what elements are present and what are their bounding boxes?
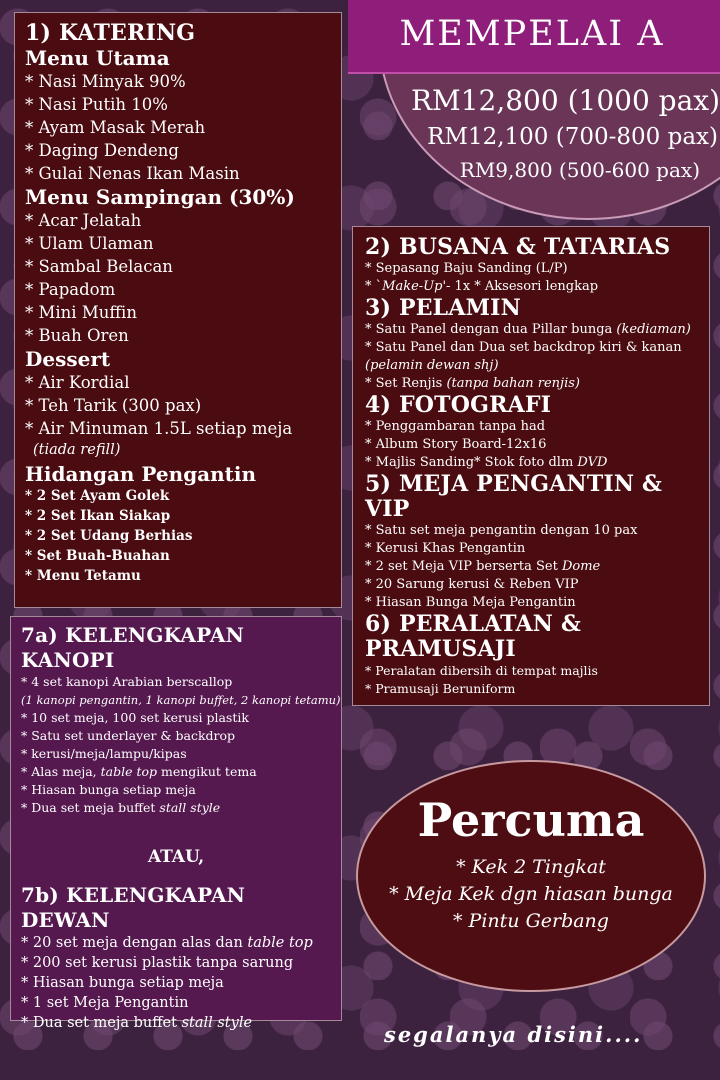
list-item: * 200 set kerusi plastik tanpa sarung [21, 955, 294, 971]
percuma-oval [356, 760, 706, 992]
list-item: * Hiasan Bunga Meja Pengantin [365, 595, 576, 610]
list-item: * `Make-Up'- 1x * Aksesori lengkap [365, 279, 599, 294]
list-item: * Teh Tarik (300 pax) [25, 396, 202, 415]
busana-heading: 2) BUSANA & TATARIAS [365, 234, 671, 260]
list-item: * Menu Tetamu [25, 568, 141, 584]
list-item: * Hiasan bunga setiap meja [21, 975, 224, 991]
list-item: * 2 Set Ikan Siakap [25, 508, 171, 524]
list-item-note: (pelamin dewan shj) [365, 358, 499, 373]
list-item: * Sepasang Baju Sanding (L/P) [365, 261, 568, 276]
list-item: * Ayam Masak Merah [25, 118, 206, 137]
list-item: * Set Renjis (tanpa bahan renjis) [365, 376, 580, 391]
list-item: * Air Minuman 1.5L setiap meja [25, 419, 293, 438]
list-item: * Penggambaran tanpa had [365, 419, 546, 434]
kanopi-heading: 7a) KELENGKAPAN KANOPI [21, 623, 245, 672]
list-item: * Air Kordial [25, 373, 130, 392]
package-banner [344, 0, 720, 222]
kelengkapan-panel [10, 616, 342, 1031]
katering-heading: 1) KATERING [25, 20, 196, 46]
footer-tagline: segalanya disini.... [384, 1022, 643, 1047]
meja-heading: 5) MEJA PENGANTIN & VIP [365, 471, 663, 522]
list-item: * Set Buah-Buahan [25, 548, 170, 564]
fotografi-heading: 4) FOTOGRAFI [365, 392, 552, 418]
list-item: * Alas meja, table top mengikut tema [21, 764, 257, 779]
peralatan-heading: 6) PERALATAN & PRAMUSAJI [365, 611, 582, 662]
list-item: * Majlis Sanding* Stok foto dlm DVD [365, 455, 608, 470]
list-item: * Ulam Ulaman [25, 234, 154, 253]
list-item: * Papadom [25, 280, 116, 299]
list-item: * Satu Panel dengan dua Pillar bunga (kediaman) [365, 322, 691, 337]
list-item: * 10 set meja, 100 set kerusi plastik [21, 710, 249, 725]
price-1000-pax: RM12,800 (1000 pax) [410, 84, 720, 117]
hidangan-title: Hidangan Pengantin [25, 462, 257, 486]
list-item: * Satu Panel dan Dua set backdrop kiri & kanan [365, 340, 682, 355]
list-item: * Nasi Minyak 90% [25, 72, 186, 91]
package-title: MEMPELAI A [399, 14, 665, 54]
dessert-note: (tiada refill) [33, 442, 121, 458]
katering-panel [14, 12, 342, 608]
dewan-heading: 7b) KELENGKAPAN DEWAN [21, 883, 246, 932]
list-item: * Buah Oren [25, 326, 129, 345]
pelamin-heading: 3) PELAMIN [365, 295, 521, 321]
list-item: * Daging Dendeng [25, 141, 179, 160]
list-item: * 2 Set Udang Berhias [25, 528, 193, 544]
price-500-600-pax: RM9,800 (500-600 pax) [459, 158, 700, 182]
services-panel [352, 226, 710, 706]
list-item: * Peralatan dibersih di tempat majlis [365, 663, 598, 678]
list-item: * 1 set Meja Pengantin [21, 995, 189, 1011]
list-item: * Sambal Belacan [25, 257, 173, 276]
list-item-note: (1 kanopi pengantin, 1 kanopi buffet, 2 kanopi tetamu) [21, 693, 341, 707]
dessert-title: Dessert [25, 347, 111, 371]
list-item: * 2 Set Ayam Golek [25, 488, 170, 504]
menu-sampingan-title: Menu Sampingan (30%) [25, 185, 295, 209]
list-item: * Mini Muffin [25, 303, 137, 322]
list-item: * Nasi Putih 10% [25, 95, 168, 114]
list-item: * Satu set underlayer & backdrop [21, 728, 236, 743]
list-item: * Dua set meja buffet stall style [21, 1015, 253, 1031]
atau-divider: ATAU, [147, 847, 205, 867]
list-item: * 4 set kanopi Arabian berscallop [21, 674, 233, 689]
list-item: * 2 set Meja VIP berserta Set Dome [365, 559, 601, 574]
list-item: * Kerusi Khas Pengantin [365, 541, 526, 556]
list-item: * Pramusaji Beruniform [365, 681, 516, 696]
list-item: * 20 set meja dengan alas dan table top [21, 935, 313, 951]
list-item: * Hiasan bunga setiap meja [21, 782, 196, 797]
list-item: * Pintu Gerbang [453, 910, 609, 932]
list-item: * Satu set meja pengantin dengan 10 pax [365, 523, 638, 538]
list-item: * Kek 2 Tingkat [456, 856, 606, 878]
list-item: * Gulai Nenas Ikan Masin [25, 164, 240, 183]
list-item: * Meja Kek dgn hiasan bunga [389, 883, 673, 905]
percuma-title: Percuma [417, 793, 645, 847]
list-item: * Album Story Board-12x16 [365, 437, 547, 452]
list-item: * 20 Sarung kerusi & Reben VIP [365, 577, 579, 592]
list-item: * Acar Jelatah [25, 211, 142, 230]
list-item: * kerusi/meja/lampu/kipas [21, 746, 187, 761]
menu-utama-title: Menu Utama [25, 46, 170, 70]
price-700-800-pax: RM12,100 (700-800 pax) [427, 124, 718, 150]
list-item: * Dua set meja buffet stall style [21, 800, 221, 815]
